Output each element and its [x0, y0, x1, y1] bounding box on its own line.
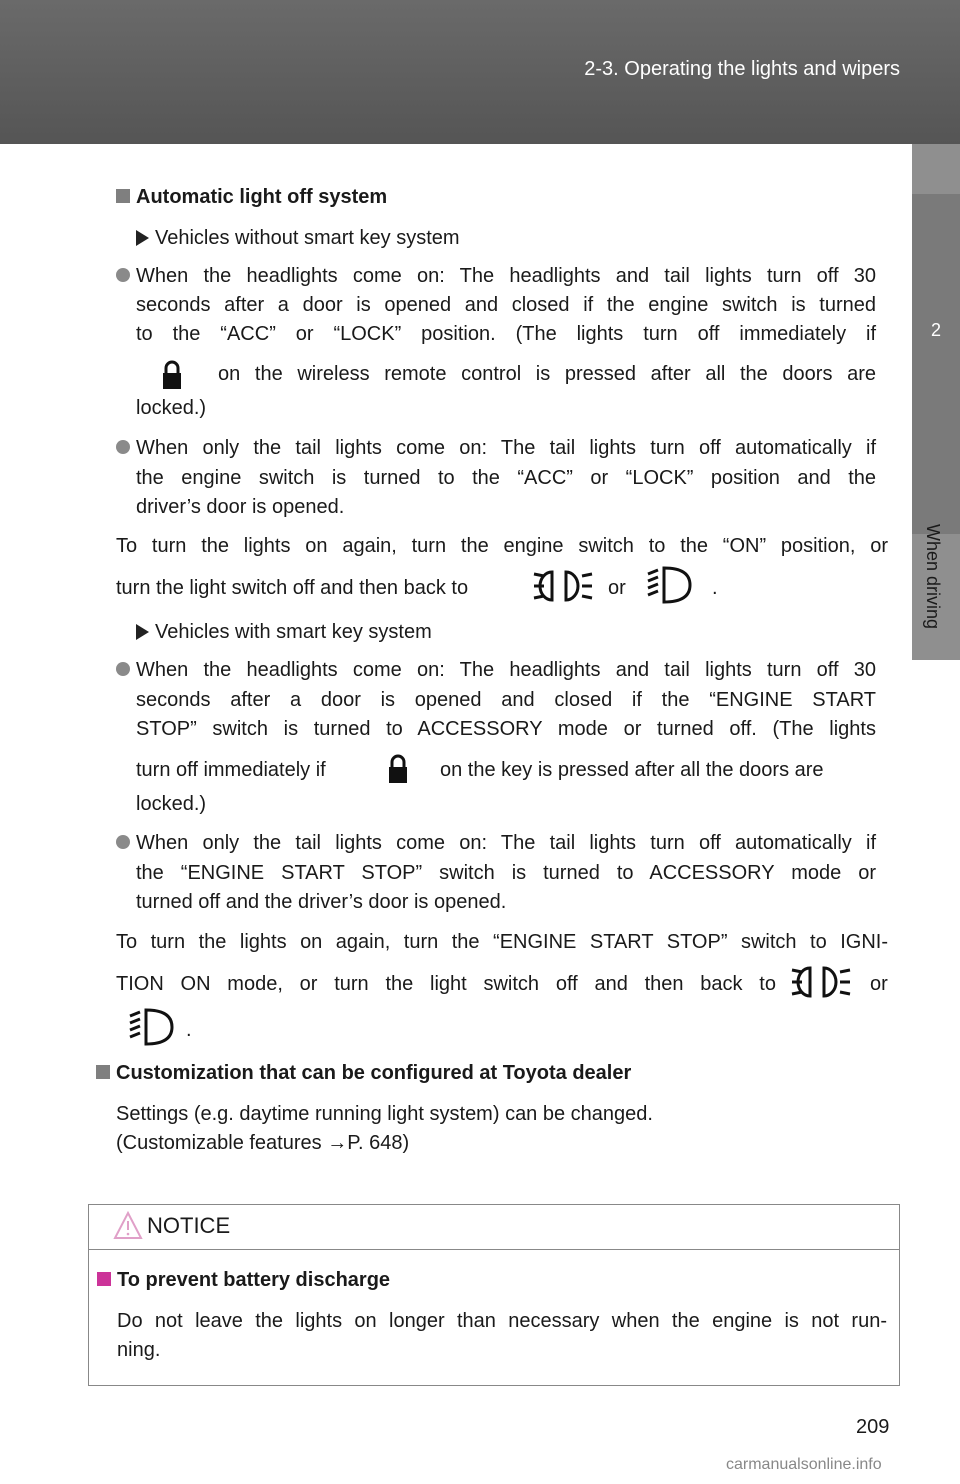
lock-icon [384, 752, 412, 791]
notice-line2: ning. [117, 1339, 161, 1361]
nsk-bullet1-line4: on the wireless remote control is pressed after all the doors are [218, 363, 876, 385]
chapter-tab [912, 144, 960, 660]
chapter-label: When driving [923, 524, 943, 630]
headlamp-icon [646, 564, 692, 611]
sk-para-line1: To turn the lights on again, turn the “ENGINE START STOP” switch to IGNI- [116, 931, 888, 953]
headlight-icon [790, 962, 852, 1007]
square-bullet-icon [97, 1272, 111, 1286]
warning-triangle-icon [113, 1211, 143, 1246]
page-number: 209 [856, 1416, 890, 1438]
triangle-arrow-icon [136, 230, 149, 246]
nsk-bullet1-line5: locked.) [136, 397, 207, 419]
notice-box [88, 1204, 900, 1386]
square-bullet-icon [116, 189, 130, 203]
nsk-bullet1-line2: seconds after a door is opened and closed if the engine switch is turned [136, 294, 876, 316]
triangle-arrow-icon [136, 624, 149, 640]
nsk-bullet1-line1: When the headlights come on: The headlights and tail lights turn off 30 [116, 262, 876, 291]
circle-bullet-icon [116, 268, 130, 282]
sk-bullet1-line4a: turn off immediately if [136, 759, 326, 781]
watermark: carmanualsonline.info [726, 1456, 882, 1473]
nsk-para-period: . [712, 577, 718, 599]
headlamp-icon [128, 1006, 174, 1053]
sk-para-or: or [870, 973, 888, 995]
nsk-bullet2-line1: When only the tail lights come on: The tail lights turn off automatically if [116, 434, 876, 463]
label-smart-key: Vehicles with smart key system [136, 618, 432, 647]
sk-bullet1-line2: seconds after a door is opened and closed if the “ENGINE START [136, 689, 876, 711]
section-title: 2-3. Operating the lights and wipers [584, 58, 900, 80]
sk-bullet2-line1: When only the tail lights come on: The tail lights turn off automatically if [116, 829, 876, 858]
label-no-smart-key: Vehicles without smart key system [136, 224, 460, 253]
nsk-bullet2-line2: the engine switch is turned to the “ACC” or “LOCK” position and the [136, 467, 876, 489]
sk-bullet2-line3: turned off and the driver’s door is opened. [136, 891, 507, 913]
heading-customization: Customization that can be configured at Toyota dealer [96, 1062, 631, 1085]
notice-heading: To prevent battery discharge [97, 1269, 390, 1292]
chapter-number: 2 [930, 320, 941, 340]
sk-para-line2: TION ON mode, or turn the light switch off and then back to [116, 973, 776, 995]
lock-icon [158, 358, 186, 397]
nsk-para-line1: To turn the lights on again, turn the engine switch to the “ON” position, or [116, 535, 888, 557]
page-header [0, 0, 960, 144]
heading-auto-off: Automatic light off system [116, 186, 387, 209]
circle-bullet-icon [116, 440, 130, 454]
custom-line1: Settings (e.g. daytime running light system) can be changed. [116, 1103, 653, 1125]
notice-title-row [89, 1205, 899, 1250]
square-bullet-icon [96, 1065, 110, 1079]
chapter-number-box [912, 194, 960, 534]
sk-bullet2-line2: the “ENGINE START STOP” switch is turned to ACCESSORY mode or [136, 862, 876, 884]
sk-bullet1-line3: STOP” switch is turned to ACCESSORY mode or turned off. (The lights [136, 718, 876, 740]
nsk-bullet1-line3: to the “ACC” or “LOCK” position. (The lights turn off immediately if [136, 323, 876, 345]
custom-line2: (Customizable features →P. 648) [116, 1132, 410, 1154]
sk-bullet1-line5: locked.) [136, 793, 207, 815]
nsk-bullet2-line3: driver’s door is opened. [136, 496, 345, 518]
notice-line1: Do not leave the lights on longer than necessary when the engine is not run- [117, 1310, 887, 1332]
headlight-icon [532, 566, 594, 611]
notice-title: NOTICE [147, 1213, 231, 1238]
circle-bullet-icon [116, 662, 130, 676]
sk-bullet1-line4b: on the key is pressed after all the doors are [440, 759, 824, 781]
sk-bullet1-line1: When the headlights come on: The headlights and tail lights turn off 30 [116, 656, 876, 685]
circle-bullet-icon [116, 835, 130, 849]
sk-para-period: . [186, 1019, 192, 1041]
nsk-para-line2: turn the light switch off and then back to [116, 577, 469, 599]
nsk-para-or: or [608, 577, 626, 599]
